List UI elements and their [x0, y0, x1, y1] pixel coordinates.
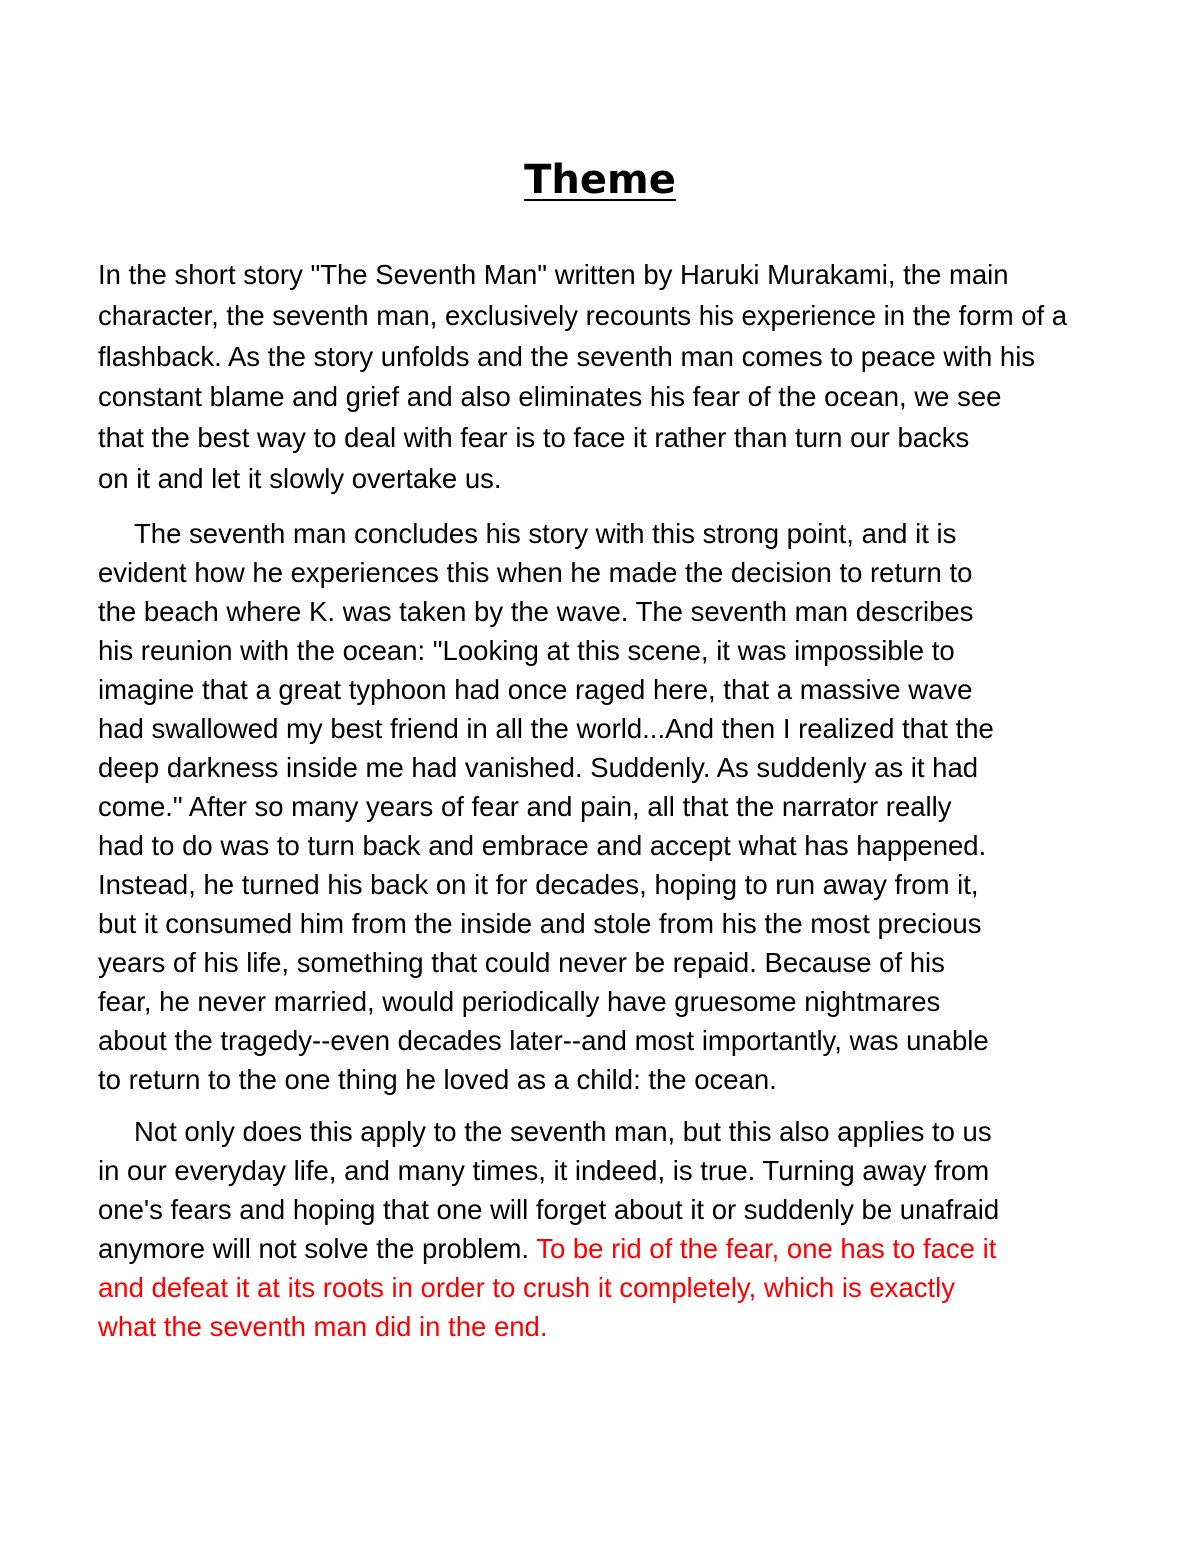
paragraph-line: constant blame and grief and also eliminates his fear of the ocean, we see [98, 381, 1002, 413]
paragraph-2 [98, 514, 1138, 1099]
paragraph-line: flashback. As the story unfolds and the seventh man comes to peace with his [98, 340, 1036, 372]
paragraph-line: in our everyday life, and many times, it indeed, is true. Turning away from [98, 1155, 990, 1186]
paragraph-line: to return to the one thing he loved as a child: the ocean. [98, 1064, 777, 1095]
page-title: Theme [524, 157, 676, 203]
paragraph-1 [98, 255, 1138, 500]
paragraph-line: but it consumed him from the inside and stole from his the most precious [98, 908, 982, 939]
paragraph-line: that the best way to deal with fear is to face it rather than turn our backs [98, 422, 970, 454]
paragraph-line: fear, he never married, would periodically have gruesome nightmares [98, 986, 941, 1017]
paragraph-3 [98, 1112, 1138, 1346]
highlighted-line: and defeat it at its roots in order to crush it completely, which is exactly [98, 1272, 955, 1303]
paragraph-line: his reunion with the ocean: "Looking at this scene, it was impossible to [98, 635, 955, 666]
paragraph-line: In the short story "The Seventh Man" written by Haruki Murakami, the main [98, 259, 1009, 290]
paragraph-line: had swallowed my best friend in all the world...And then I realized that the [98, 713, 994, 744]
paragraph-line: had to do was to turn back and embrace and accept what has happened. [98, 830, 987, 861]
paragraph-line: one's fears and hoping that one will forget about it or suddenly be unafraid [98, 1194, 1000, 1225]
paragraph-line: deep darkness inside me had vanished. Suddenly. As suddenly as it had [98, 752, 979, 783]
highlighted-text: To be rid of the fear, one has to face it [536, 1233, 997, 1264]
paragraph-line: evident how he experiences this when he made the decision to return to [98, 557, 973, 588]
paragraph-line: on it and let it slowly overtake us. [98, 462, 502, 494]
paragraph-line: Not only does this apply to the seventh man, but this also applies to us [134, 1116, 992, 1147]
paragraph-text: anymore will not solve the problem. [98, 1233, 537, 1264]
paragraph-line: Instead, he turned his back on it for decades, hoping to run away from it, [98, 869, 979, 900]
paragraph-line: The seventh man concludes his story with this strong point, and it is [134, 518, 957, 549]
paragraph-line: character, the seventh man, exclusively recounts his experience in the form of a [98, 299, 1068, 331]
highlighted-line: what the seventh man did in the end. [98, 1311, 548, 1342]
paragraph-line: come." After so many years of fear and pain, all that the narrator really [98, 791, 952, 822]
paragraph-line: imagine that a great typhoon had once raged here, that a massive wave [98, 674, 973, 705]
paragraph-mixed-line [98, 1229, 1138, 1268]
paragraph-line: years of his life, something that could never be repaid. Because of his [98, 947, 945, 978]
paragraph-line: about the tragedy--even decades later--and most importantly, was unable [98, 1025, 989, 1056]
paragraph-line: the beach where K. was taken by the wave. The seventh man describes [98, 596, 974, 627]
